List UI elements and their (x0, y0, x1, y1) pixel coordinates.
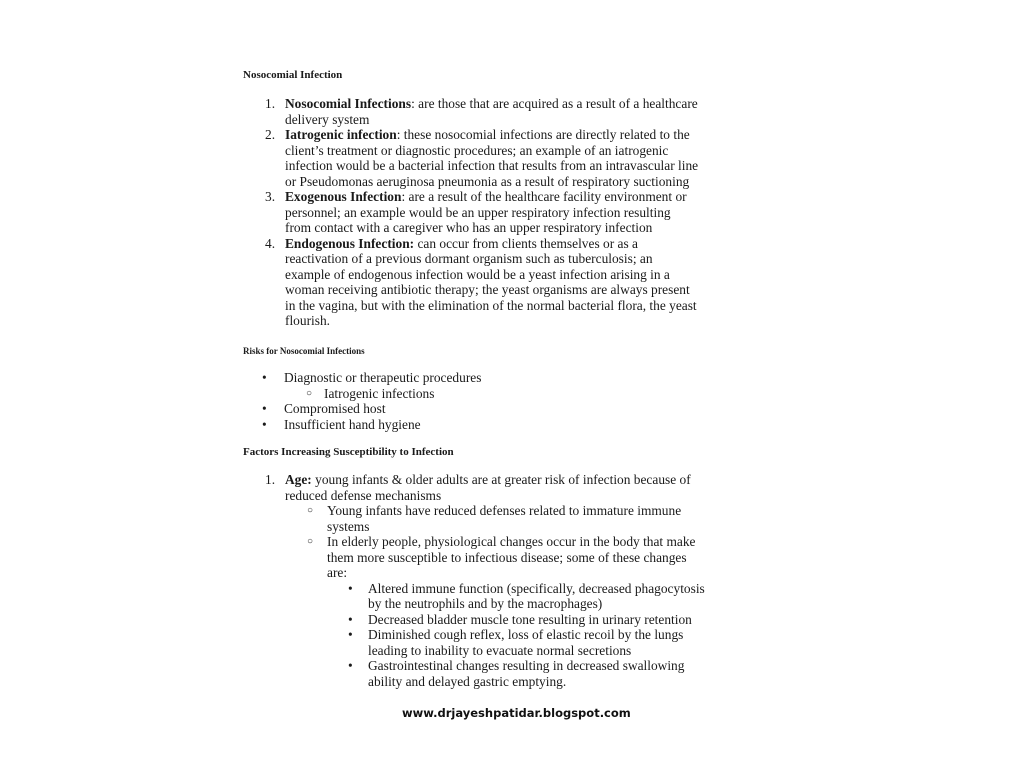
section-heading-susceptibility: Factors Increasing Susceptibility to Infection (243, 446, 454, 458)
text-line: are: (327, 565, 348, 580)
list-item-sub (307, 534, 805, 581)
section-heading-risks: Risks for Nosocomial Infections (243, 346, 365, 356)
term: Endogenous Infection: (285, 235, 415, 251)
list-item (262, 416, 784, 433)
text-line: reduced defense mechanisms (285, 487, 442, 503)
text-line: from contact with a caregiver who has an upper respiratory infection (285, 220, 653, 235)
list-item (265, 235, 795, 329)
text-line: young infants & older adults are at greater risk of infection because of (311, 472, 691, 487)
text-line: delivery system (285, 111, 370, 127)
list-number: 1. (265, 472, 276, 487)
circle-bullet-icon: ○ (307, 536, 314, 547)
bullet-icon: • (262, 370, 267, 385)
text-line: leading to inability to evacuate normal secretions (368, 642, 632, 658)
circle-bullet-icon: ○ (307, 505, 314, 516)
list-item (265, 189, 795, 236)
susceptibility-list (265, 472, 805, 689)
term: Exogenous Infection (285, 189, 402, 204)
text-line: : are a result of the healthcare facility environment or (401, 189, 687, 204)
section-heading-nosocomial-infection: Nosocomial Infection (243, 69, 343, 81)
nosocomial-types-list (265, 96, 795, 329)
list-item-text: Compromised host (284, 401, 386, 416)
text-line: in the vagina, but with the elimination of the normal bacterial flora, the yeast (285, 297, 697, 313)
circle-bullet-icon: ○ (306, 387, 313, 399)
bullet-icon: • (348, 580, 353, 596)
text-line: Gastrointestinal changes resulting in decreased swallowing (368, 658, 685, 673)
text-line: ability and delayed gastric emptying. (368, 673, 567, 689)
list-item-subsub (348, 658, 805, 689)
risks-list (262, 370, 784, 432)
list-item-subsub (348, 627, 805, 658)
term: Nosocomial Infections (285, 96, 412, 111)
bullet-icon: • (348, 658, 353, 673)
term: Age: (285, 472, 312, 487)
bullet-icon: • (348, 627, 353, 642)
text-line: client’s treatment or diagnostic procedures; an example of an iatrogenic (285, 142, 669, 158)
list-item (262, 401, 784, 417)
text-line: Altered immune function (specifically, decreased phagocytosis (368, 580, 705, 596)
text-line: can occur from clients themselves or as a (414, 235, 638, 251)
text-line: infection would be a bacterial infection that results from an intravascular line (285, 158, 699, 173)
bullet-icon: • (262, 401, 267, 416)
text-line: In elderly people, physiological changes occur in the body that make (327, 534, 696, 549)
list-number: 4. (265, 235, 276, 251)
list-item-subsub (348, 611, 805, 628)
list-item-text: Diagnostic or therapeutic procedures (284, 370, 482, 385)
footer-url: www.drjayeshpatidar.blogspot.com (402, 706, 631, 720)
list-item (265, 472, 805, 503)
list-item-sub (307, 503, 805, 534)
text-line: woman receiving antibiotic therapy; the yeast organisms are always present (285, 282, 690, 297)
text-line: or Pseudomonas aeruginosa pneumonia as a result of respiratory suctioning (285, 173, 690, 189)
text-line: by the neutrophils and by the macrophages) (368, 596, 603, 611)
text-line: them more susceptible to infectious disease; some of these changes (327, 549, 687, 565)
text-line: Young infants have reduced defenses related to immature immune (327, 503, 682, 518)
list-number: 1. (265, 96, 276, 111)
text-line: : are those that are acquired as a result of a healthcare (411, 96, 698, 111)
text-line: Diminished cough reflex, loss of elastic recoil by the lungs (368, 627, 684, 642)
text-line: systems (327, 518, 370, 534)
term: Iatrogenic infection (285, 127, 397, 142)
text-line: flourish. (285, 313, 331, 328)
list-item-text: Iatrogenic infections (324, 385, 435, 401)
list-item (262, 370, 784, 386)
list-item-subsub (348, 580, 805, 612)
list-number: 3. (265, 189, 276, 204)
bullet-icon: • (262, 416, 267, 432)
text-line: example of endogenous infection would be a yeast infection arising in a (285, 266, 670, 282)
text-line: reactivation of a previous dormant organism such as tuberculosis; an (285, 251, 653, 266)
bullet-icon: • (348, 611, 353, 627)
text-line: : these nosocomial infections are directly related to the (396, 127, 690, 142)
list-item-sub (306, 385, 784, 402)
text-line: Decreased bladder muscle tone resulting in urinary retention (368, 611, 692, 627)
list-item (265, 96, 795, 127)
list-item (265, 127, 795, 189)
list-item-text: Insufficient hand hygiene (284, 416, 421, 432)
text-line: personnel; an example would be an upper respiratory infection resulting (285, 204, 671, 220)
list-number: 2. (265, 127, 276, 142)
